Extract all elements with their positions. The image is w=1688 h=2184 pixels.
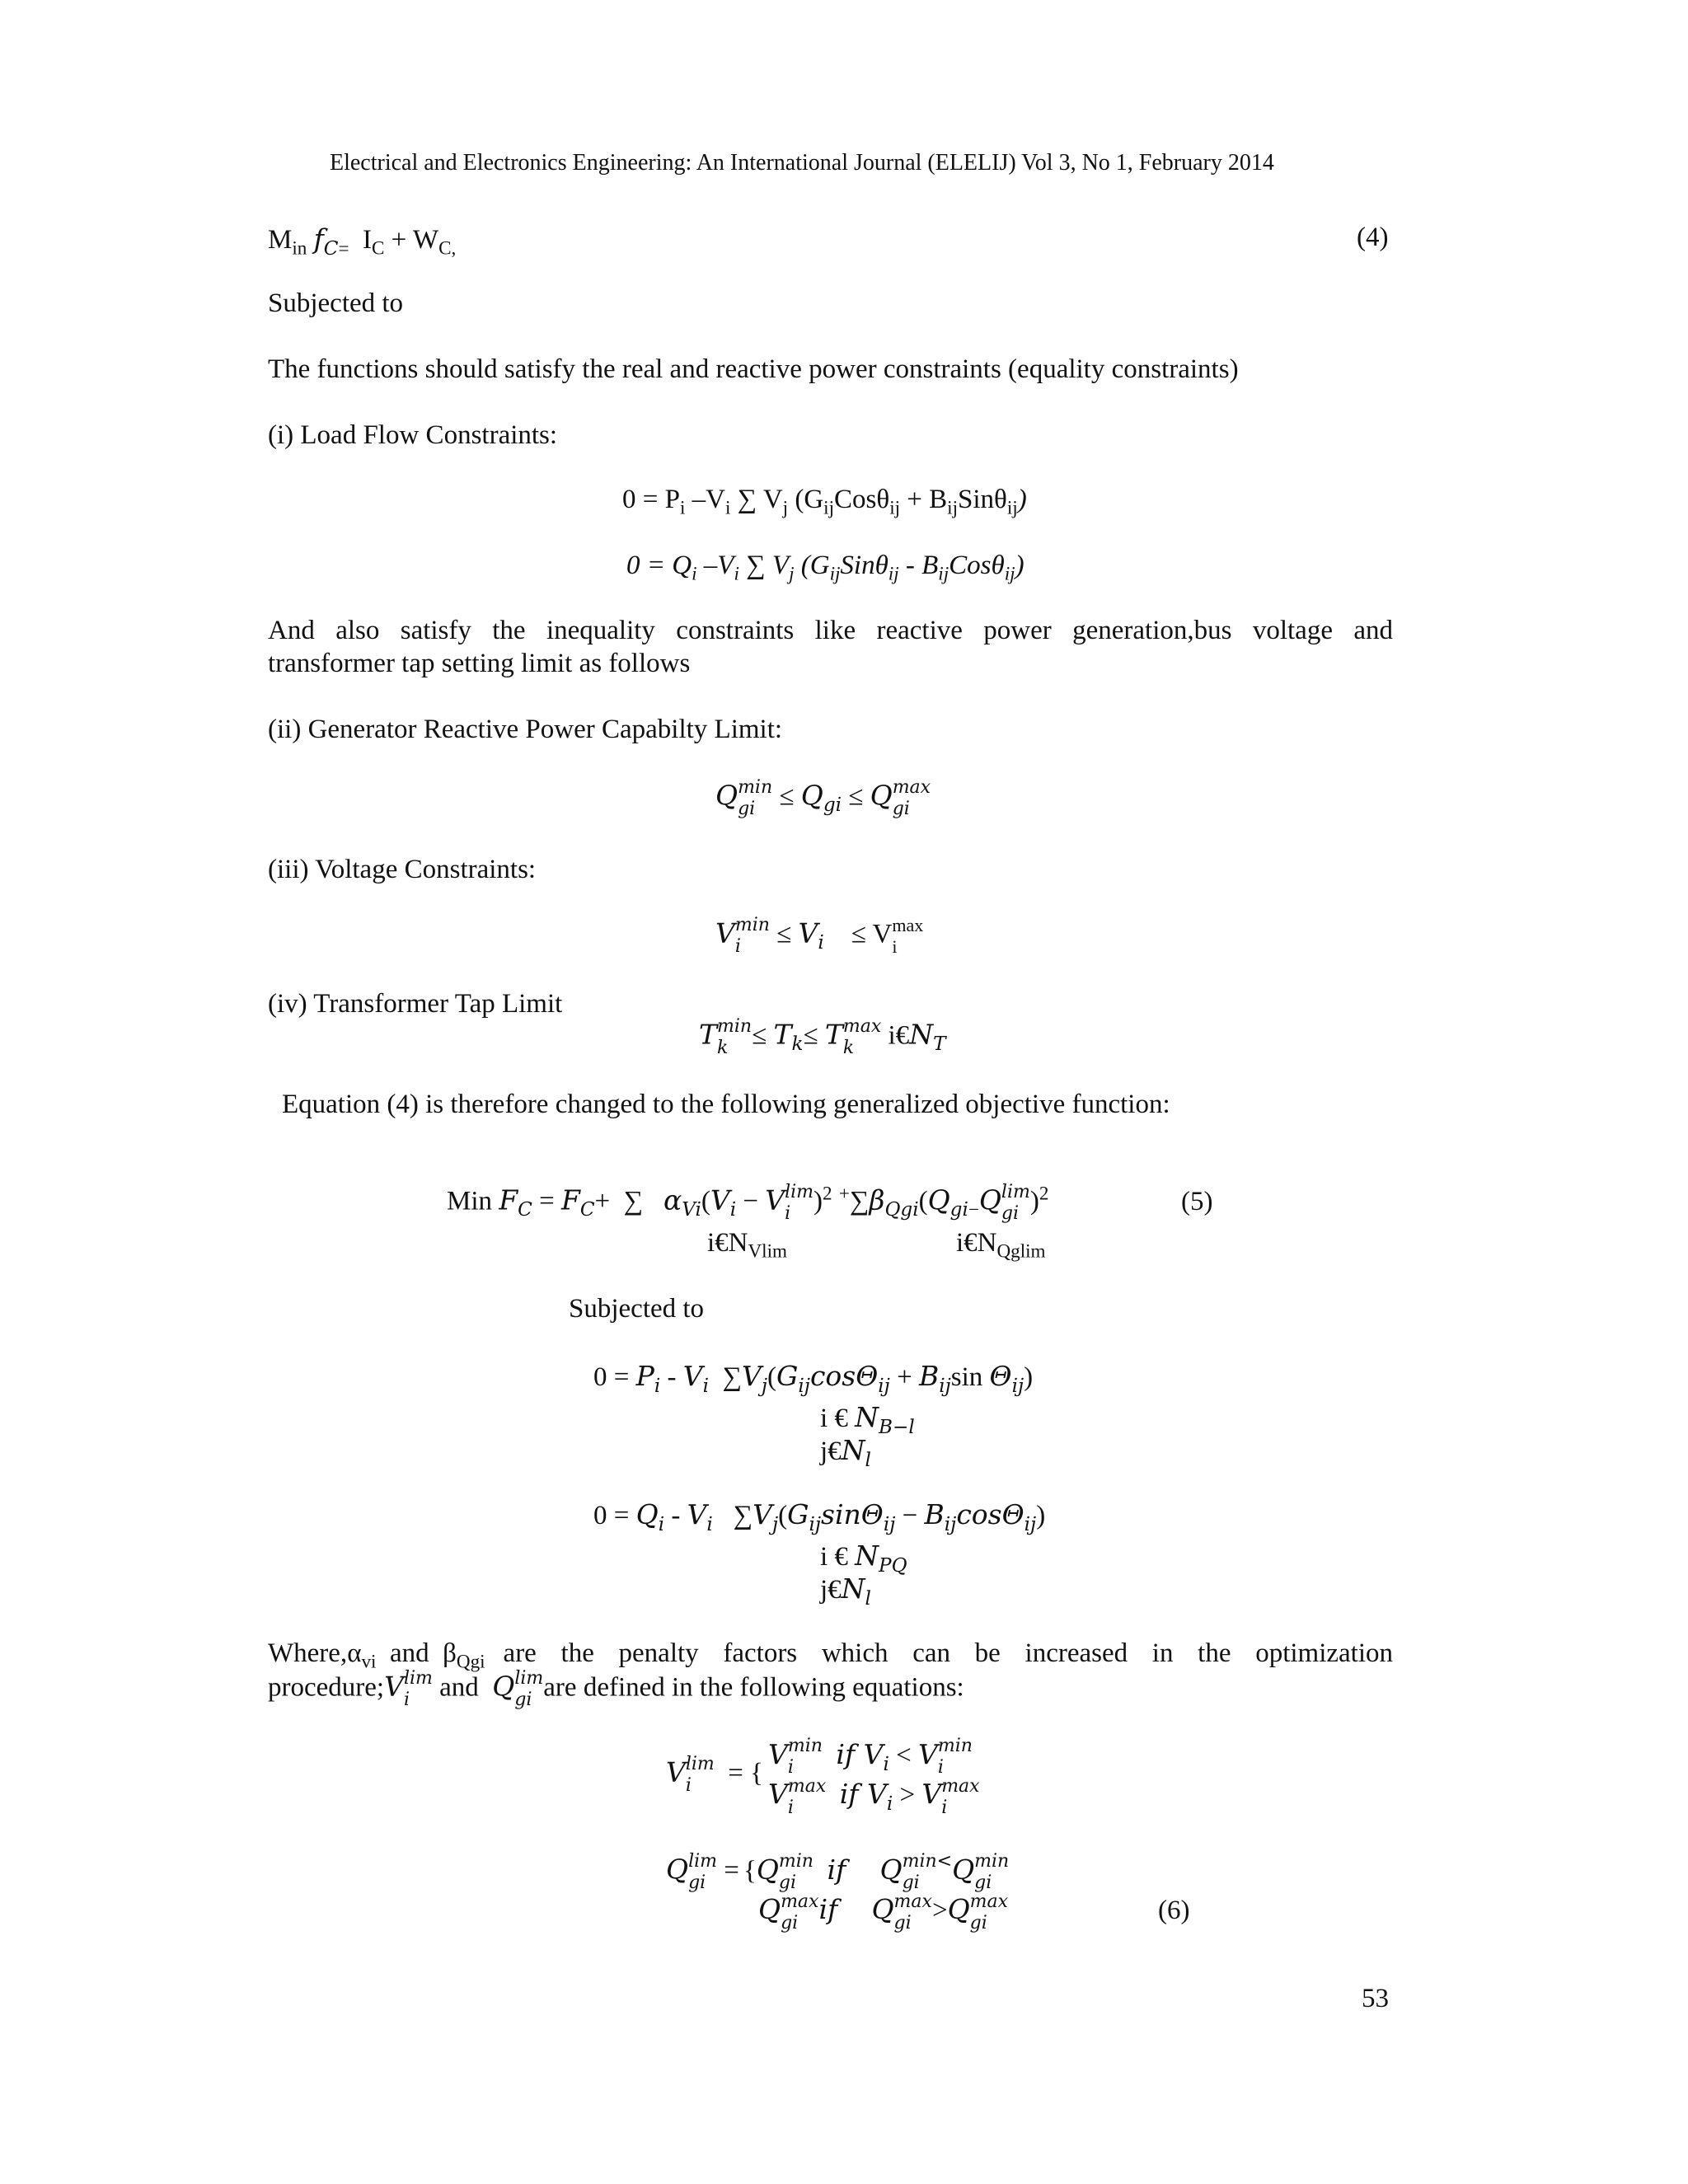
q-lim-case-max: Q max gi if Q max gi >Q max gi — [758, 1891, 1009, 1933]
generator-reactive-heading: (ii) Generator Reactive Power Capabilty Limit: — [268, 715, 783, 744]
q-lim-case-min: {Q min gi if Q min< gi Q min gi — [743, 1851, 1010, 1894]
index-q-sub: Qglim — [996, 1240, 1046, 1262]
v-lim-cases — [768, 1737, 980, 1817]
equation-5-index-q — [956, 1228, 1046, 1262]
tap-limit-equation: T min k ≤ $T_k\le T$ max k $i€N_T$ — [699, 1016, 946, 1058]
index-v-sub: Vlim — [748, 1240, 787, 1262]
procedure-word: procedure; — [268, 1672, 385, 1703]
constraint-q-equation: $0 = Q_i - V_i$ $\sum V_j(G_{ij}\sin\Theta_{ij} - B_{ij}\cos\Theta_{ij})$ — [593, 1498, 1046, 1535]
equation-4-changed-sentence: Equation (4) is therefore changed to the following generalized objective function: — [282, 1090, 1170, 1119]
journal-header: Electrical and Electronics Engineering: An International Journal (ELELIJ) Vol 3, No 1, February 2014 — [330, 150, 1274, 176]
index-v-base: i€N — [707, 1228, 748, 1258]
inequality-line-2: transformer tap setting limit as follows — [268, 649, 691, 678]
constraint-p-index-i: i € $N_{B-l}$ — [820, 1401, 915, 1438]
equation-5-index-v — [707, 1228, 787, 1262]
functions-sentence: The functions should satisfy the real and reactive power constraints (equality constraints) — [268, 354, 1239, 384]
constraint-p-index-j: $j€N_l$ — [820, 1434, 871, 1471]
where-line-1-rest: are the penalty factors which can be increased in the optimization — [503, 1638, 1393, 1668]
constraint-q-index-j: $j€N_l$ — [820, 1572, 871, 1610]
v-lim-case-min: V min i if $V_i < V$ min i — [768, 1736, 973, 1779]
v-lim-lhs: V lim i = { — [666, 1754, 763, 1796]
equation-6-number: (6) — [1158, 1896, 1190, 1925]
where-line-2-and: and — [439, 1672, 479, 1703]
equation-5-number: (5) — [1181, 1187, 1213, 1216]
where-line-2-end: are defined in the following equations: — [543, 1672, 964, 1703]
equation-4: $M_{in}$ $f_{C=}$ $I_C + W_{C,}$ — [268, 223, 457, 260]
voltage-heading: (iii) Voltage Constraints: — [268, 855, 537, 884]
subjected-to: Subjected to — [268, 288, 404, 318]
equation-5: Min $F_C = F_C+$ ∑ $\alpha_{Vi}(V_i - V$ lim i )$^2$ $^+\sum\beta_{Qgi}(Q_{gi-}Q$ lim gi )$^2$ — [447, 1182, 1049, 1224]
voltage-limit-equation: V min i ≤ $V_i$ ≤ V max i — [715, 915, 924, 957]
equation-4-number: (4) — [1357, 223, 1389, 252]
v-lim-case-max: V max i if $V_i > V$ max i — [768, 1775, 980, 1818]
where-prefix: Where, — [268, 1638, 348, 1668]
reactive-power-limit-equation: Q min gi ≤ $Q_{gi} \le Q$ max gi — [715, 777, 931, 819]
constraint-p-equation: $0 = P_i - V_i$ $\sum V_j(G_{ij}\cos\Theta_{ij} + B_{ij}\sin$ $\Theta_{ij}$) — [593, 1360, 1034, 1397]
where-and: and — [389, 1638, 429, 1668]
load-flow-heading: (i) Load Flow Constraints: — [268, 420, 558, 450]
load-flow-p-equation: $0 = P_i$ $-V_i$ ∑ $V_j$ $(G_{ij}Cos\theta_{ij} + B_{ij}Sin\theta_{ij})$ — [622, 485, 1027, 518]
constraint-q-index-i: i € $N_{PQ}$ — [820, 1540, 907, 1577]
load-flow-q-equation: $0 = Q_i$ $-V_i$ ∑ $V_j$ $(G_{ij}Sin\theta_{ij} - B_{ij}Cos\theta_{ij})$ — [626, 551, 1025, 584]
where-line-1: $Where,\alpha_{vi}$ and $\beta_{Qgi}$ are the penalty factors which can be increased in the optimization — [268, 1638, 1393, 1672]
q-lim-cases — [743, 1853, 1009, 1933]
page-number: 53 — [1362, 1984, 1389, 2013]
transformer-tap-heading: (iv) Transformer Tap Limit — [268, 989, 563, 1019]
inequality-line-1: And also satisfy the inequality constraints like reactive power generation,bus voltage and — [268, 616, 1393, 645]
subjected-to-2: Subjected to — [569, 1294, 705, 1324]
index-q-base: i€N — [956, 1228, 997, 1258]
q-lim-lhs: Q lim gi = — [666, 1851, 739, 1893]
where-line-2: procedure;V lim i and Q lim gi are defined in the following equations: — [268, 1668, 964, 1710]
